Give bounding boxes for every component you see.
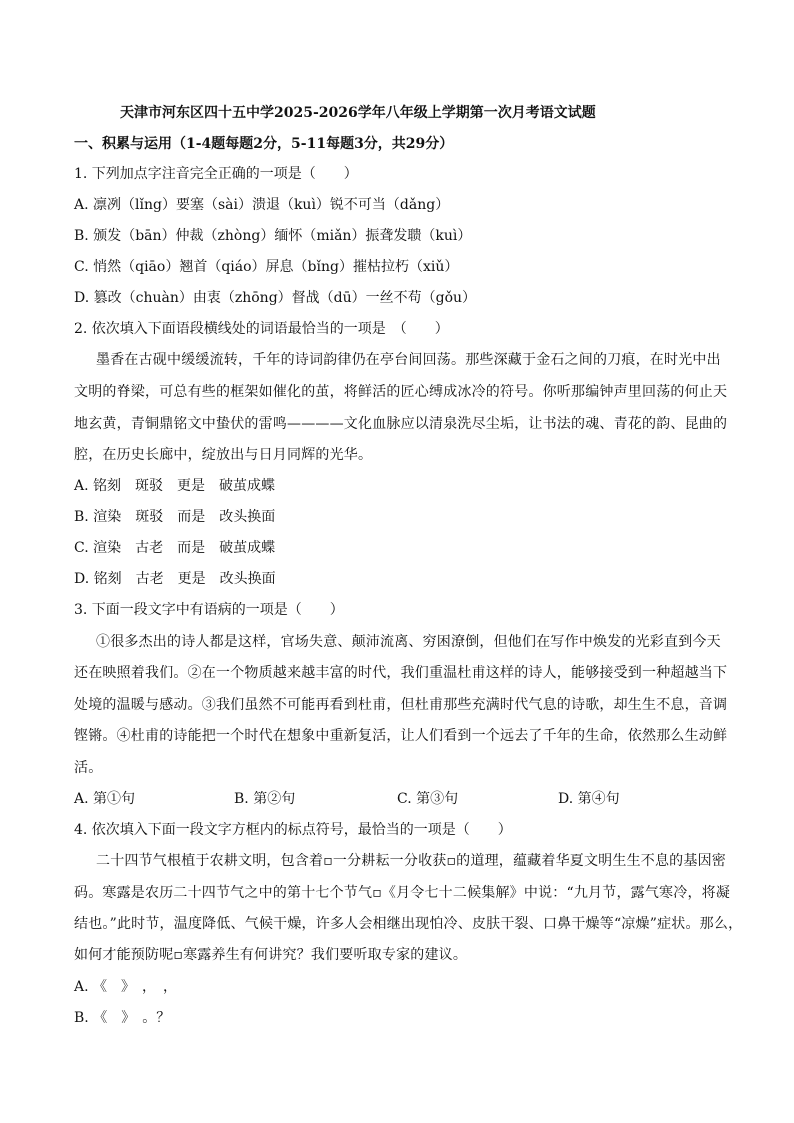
question-3-passage-line: 铿锵。④杜甫的诗能把一个时代在想象中重新复活，让人们看到一个远去了千年的生命，依然那么生动鲜 [74,728,728,744]
question-3-passage-line: 还在映照着我们。②在一个物质越来越丰富的时代，我们重温杜甫这样的诗人，能够接受到一种超越当下 [74,665,728,681]
question-2-passage-line: 文明的脊梁，可总有些的框架如催化的茧，将鲜活的匠心缚成冰冷的符号。你听那编钟声里回荡的何止天 [74,384,728,400]
question-2-stem: 2. 依次填入下面语段横线处的词语最恰当的一项是 （ ） [74,321,449,337]
question-3-passage-line: 处境的温暖与感动。③我们虽然不可能再看到杜甫，但杜甫那些充满时代气息的诗歌，却生生不息，音调 [74,697,728,713]
question-3-option-a: A. 第①句 [74,791,136,807]
question-4-passage-line: 如何才能预防呢▫寒露养生有何讲究？我们要听取专家的建议。 [74,947,468,963]
question-3-passage-line: ①很多杰出的诗人都是这样，官场失意、颠沛流离、穷困潦倒，但他们在写作中焕发的光彩直到今天 [96,634,721,650]
question-3-stem: 3. 下面一段文字中有语病的一项是（ ） [74,602,344,618]
question-4-passage-line: 码。寒露是农历二十四节气之中的第十七个节气▫《月令七十二候集解》中说：“九月节，露气寒冷，将凝 [74,885,731,901]
question-1-option-c: C. 悄然（qiāo）翘首（qiáo）屏息（bǐng）摧枯拉朽（xiǔ） [74,259,459,275]
question-4-option-b: B. 《 》 。？ [74,1010,171,1026]
question-4-passage-line: 二十四节气根植于农耕文明，包含着▫一分耕耘一分收获▫的道理，蕴藏着华夏文明生生不息的基因密 [96,853,726,869]
question-2-option-b: B. 渲染 斑驳 而是 改头换面 [74,509,276,525]
question-4-passage-line: 结也。”此时节，温度降低、气候干燥，许多人会相继出现怕冷、皮肤干裂、口鼻干燥等“凉燥”症状。那么， [74,916,743,932]
document-title: 天津市河东区四十五中学2025-2026学年八年级上学期第一次月考语文试题 [120,105,596,121]
question-1-stem: 1. 下列加点字注音完全正确的一项是（ ） [74,166,358,182]
question-2-passage-line: 腔，在历史长廊中，绽放出与日月同辉的光华。 [74,447,373,463]
question-2-passage-line: 墨香在古砚中缓缓流转，千年的诗词韵律仍在亭台间回荡。那些深藏于金石之间的刀痕，在时光中出 [96,352,721,368]
question-2-option-c: C. 渲染 古老 而是 破茧成蝶 [74,540,276,556]
question-3-passage-line: 活。 [74,760,103,776]
question-3-option-c: C. 第③句 [397,791,459,807]
question-1-option-a: A. 凛冽（lǐng）要塞（sài）溃退（kuì）锐不可当（dǎng） [74,197,450,213]
question-2-option-d: D. 铭刻 古老 更是 改头换面 [74,571,276,587]
question-3-option-d: D. 第④句 [558,791,620,807]
question-4-option-a: A. 《 》 ， ， [74,979,178,995]
question-3-option-b: B. 第②句 [234,791,296,807]
section-heading: 一、积累与运用（1-4题每题2分，5-11每题3分，共29分） [74,136,454,152]
question-2-passage-line: 地玄黄，青铜鼎铭文中蛰伏的雷鸣————文化血脉应以清泉洗尽尘垢，让书法的魂、青花的韵、昆曲的 [74,416,728,432]
question-1-option-b: B. 颁发（bān）仲裁（zhòng）缅怀（miǎn）振聋发聩（kuì） [74,228,472,244]
question-4-stem: 4. 依次填入下面一段文字方框内的标点符号，最恰当的一项是（ ） [74,822,512,838]
question-1-option-d: D. 篡改（chuàn）由衷（zhōng）督战（dū）一丝不苟（gǒu） [74,290,477,306]
question-2-option-a: A. 铭刻 斑驳 更是 破茧成蝶 [74,478,276,494]
